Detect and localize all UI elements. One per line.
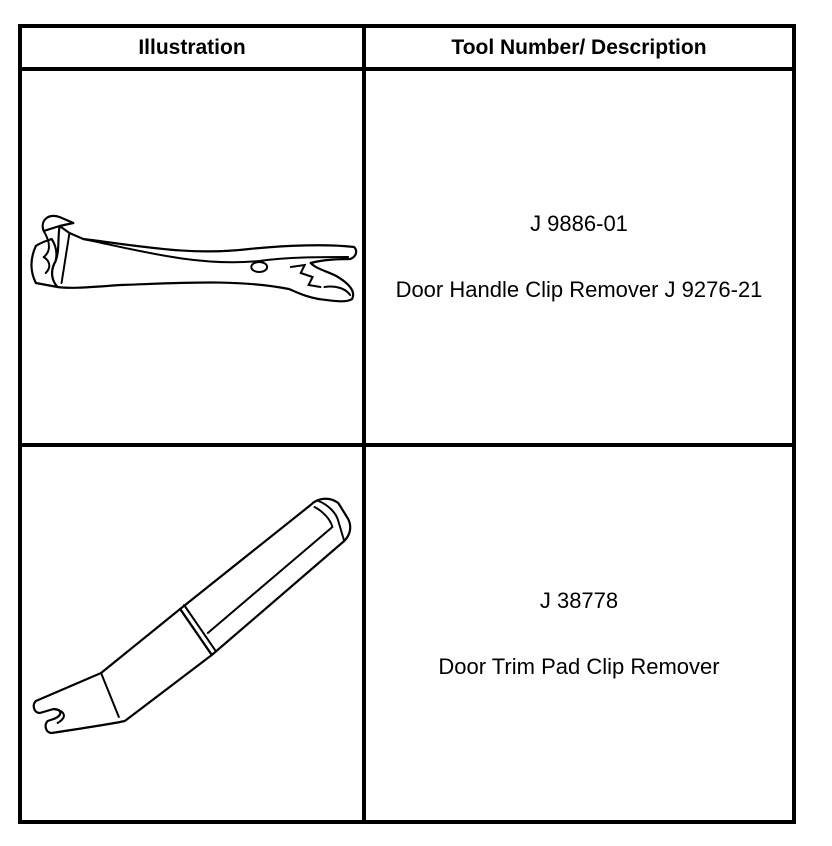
tool-table (18, 24, 796, 824)
tool-number: J 9886-01 (530, 211, 628, 236)
description-column-header: Tool Number/ Description (364, 26, 794, 69)
tool-description: Door Trim Pad Clip Remover (438, 653, 720, 679)
illustration-column-header: Illustration (20, 26, 364, 69)
description-cell (364, 445, 794, 822)
description-cell (364, 69, 794, 445)
tool-description: Door Handle Clip Remover J 9276-21 (395, 277, 763, 302)
tool-number: J 38778 (539, 587, 619, 613)
door-handle-clip-remover-icon (22, 71, 362, 443)
table-header-row (20, 26, 794, 69)
illustration-cell (20, 69, 364, 445)
table-row (20, 445, 794, 822)
illustration-cell (20, 445, 364, 822)
table-row (20, 69, 794, 445)
door-trim-pad-clip-remover-icon (22, 447, 362, 820)
